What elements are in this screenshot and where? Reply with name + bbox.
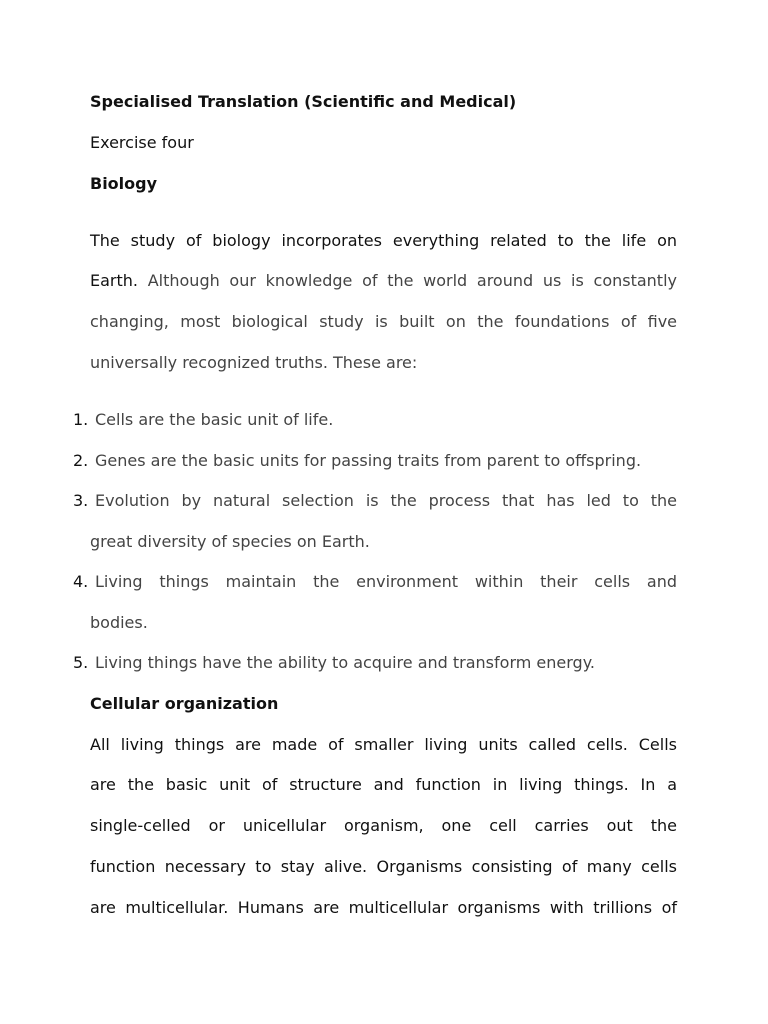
list-item-text: Living things maintain the environment within their cells and <box>95 572 677 591</box>
document-title: Specialised Translation (Scientific and Medical) <box>90 92 517 111</box>
intro-line: The study of biology incorporates everything related to the life on <box>90 231 677 250</box>
intro-line-grey: Although our knowledge of the world around us is constantly <box>147 271 677 290</box>
paragraph-line: are the basic unit of structure and function in living things. In a <box>90 775 677 794</box>
list-item-text: Evolution by natural selection is the process that has led to the <box>95 491 677 510</box>
list-item-text: Living things have the ability to acquire and transform energy. <box>95 653 595 672</box>
list-item-number: 1. <box>73 410 89 429</box>
intro-line: changing, most biological study is built on the foundations of five <box>90 312 677 331</box>
list-item-number: 3. <box>73 491 89 510</box>
list-item-text: Genes are the basic units for passing traits from parent to offspring. <box>95 451 642 470</box>
paragraph-line: are multicellular. Humans are multicellular organisms with trillions of <box>90 898 677 917</box>
paragraph-line: single-celled or unicellular organism, one cell carries out the <box>90 816 677 835</box>
paragraph-line: function necessary to stay alive. Organisms consisting of many cells <box>90 857 677 876</box>
exercise-label: Exercise four <box>90 133 194 152</box>
intro-line <box>90 271 677 291</box>
intro-line: universally recognized truths. These are: <box>90 353 418 372</box>
intro-line-dark: Earth. <box>90 271 138 290</box>
list-item-number: 5. <box>73 653 89 672</box>
subject-heading: Biology <box>90 174 158 193</box>
section-heading: Cellular organization <box>90 694 279 713</box>
paragraph-line: All living things are made of smaller living units called cells. Cells <box>90 735 677 754</box>
list-item-text: Cells are the basic unit of life. <box>95 410 334 429</box>
list-item-continuation: great diversity of species on Earth. <box>90 532 370 551</box>
list-item-continuation: bodies. <box>90 613 148 632</box>
list-item-number: 2. <box>73 451 89 470</box>
list-item-number: 4. <box>73 572 89 591</box>
